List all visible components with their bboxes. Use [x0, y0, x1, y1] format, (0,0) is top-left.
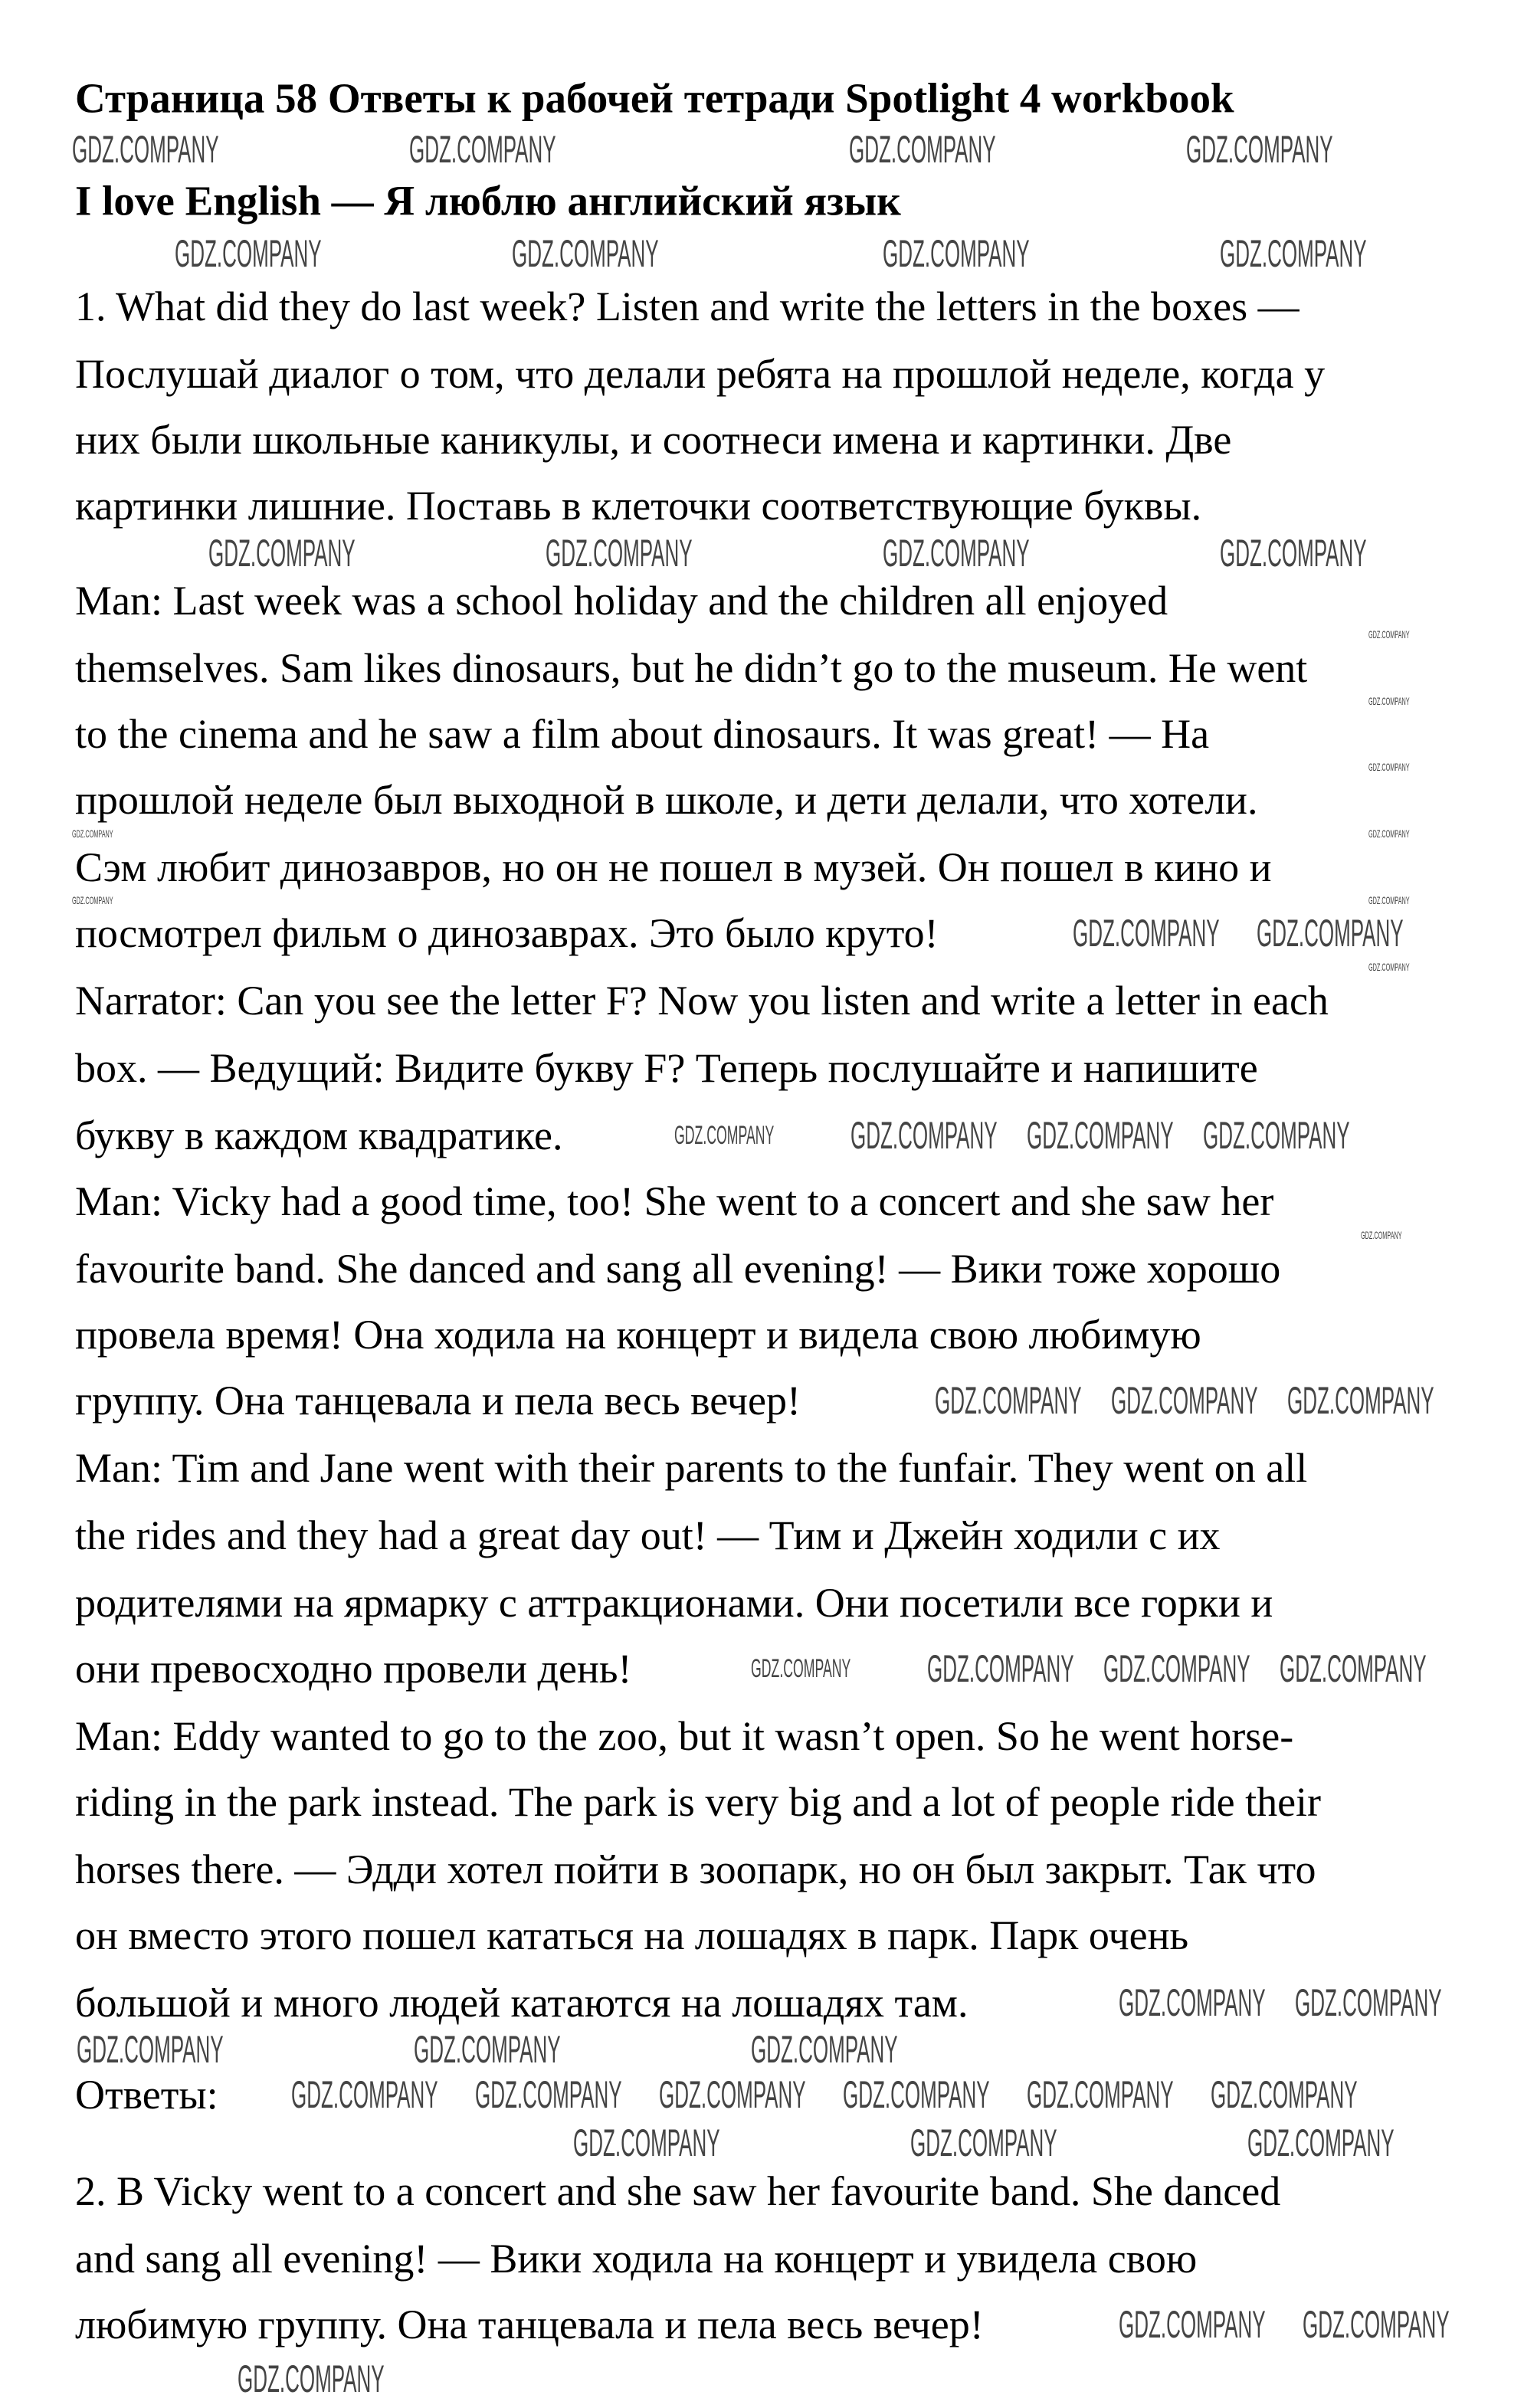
watermark: GDZ.COMPANY — [546, 532, 693, 575]
transcript-line: Man: Tim and Jane went with their parents to the funfair. They went on all — [75, 1445, 1308, 1491]
watermark: GDZ.COMPANY — [883, 532, 1030, 575]
watermark: GDZ.COMPANY — [927, 1647, 1074, 1690]
watermark: GDZ.COMPANY — [1220, 532, 1367, 575]
transcript-line: Man: Eddy wanted to go to the zoo, but it wasn’t open. So he went horse- — [75, 1713, 1294, 1759]
transcript-line: группу. Она танцевала и пела весь вечер! — [75, 1378, 801, 1424]
transcript-line: букву в каждом квадратике. — [75, 1112, 563, 1158]
watermark: GDZ.COMPANY — [1361, 1229, 1402, 1241]
watermark: GDZ.COMPANY — [1368, 628, 1410, 640]
watermark: GDZ.COMPANY — [935, 1379, 1082, 1422]
transcript-line: riding in the park instead. The park is very big and a lot of people ride their — [75, 1779, 1322, 1825]
answer-line: and sang all evening! — Вики ходила на концерт и увидела свою — [75, 2236, 1198, 2282]
transcript-line: провела время! Она ходила на концерт и видела свою любимую — [75, 1312, 1201, 1358]
transcript-line: horses there. — Эдди хотел пойти в зоопарк, но он был закрыт. Так что — [75, 1846, 1316, 1892]
watermark: GDZ.COMPANY — [77, 2028, 224, 2071]
watermark: GDZ.COMPANY — [208, 532, 356, 575]
watermark: GDZ.COMPANY — [1295, 1981, 1442, 2024]
transcript-line: favourite band. She danced and sang all evening! — Вики тоже хорошо — [75, 1246, 1281, 1292]
watermark: GDZ.COMPANY — [1211, 2073, 1358, 2116]
watermark: GDZ.COMPANY — [849, 128, 996, 171]
watermark: GDZ.COMPANY — [409, 128, 556, 171]
watermark: GDZ.COMPANY — [883, 232, 1030, 275]
watermark: GDZ.COMPANY — [1220, 232, 1367, 275]
watermark: GDZ.COMPANY — [659, 2073, 806, 2116]
watermark: GDZ.COMPANY — [238, 2357, 385, 2400]
transcript-line: Man: Last week was a school holiday and the children all enjoyed — [75, 578, 1168, 624]
watermark: GDZ.COMPANY — [1073, 912, 1220, 955]
watermark: GDZ.COMPANY — [512, 232, 659, 275]
watermark: GDZ.COMPANY — [1368, 894, 1410, 906]
watermark: GDZ.COMPANY — [1280, 1647, 1427, 1690]
answer-line: любимую группу. Она танцевала и пела весь вечер! — [75, 2302, 984, 2347]
transcript-line: the rides and they had a great day out! — Тим и Джейн ходили с их — [75, 1512, 1221, 1558]
transcript-line: Man: Vicky had a good time, too! She went to a concert and she saw her — [75, 1178, 1274, 1224]
transcript-line: Сэм любит динозавров, но он не пошел в музей. Он пошел в кино и — [75, 844, 1272, 890]
watermark: GDZ.COMPANY — [910, 2121, 1057, 2164]
watermark: GDZ.COMPANY — [1119, 1981, 1266, 2024]
transcript-line: большой и много людей катаются на лошадях там. — [75, 1980, 968, 2026]
task-text: них были школьные каникулы, и соотнеси имена и картинки. Две — [75, 417, 1232, 463]
watermark: GDZ.COMPANY — [1368, 827, 1410, 840]
watermark: GDZ.COMPANY — [1247, 2121, 1395, 2164]
watermark: GDZ.COMPANY — [1111, 1379, 1258, 1422]
watermark: GDZ.COMPANY — [291, 2073, 438, 2116]
watermark: GDZ.COMPANY — [1203, 1114, 1350, 1157]
watermark: GDZ.COMPANY — [175, 232, 322, 275]
watermark: GDZ.COMPANY — [1368, 961, 1410, 973]
transcript-line: box. — Ведущий: Видите букву F? Теперь послушайте и напишите — [75, 1045, 1258, 1091]
watermark: GDZ.COMPANY — [1257, 912, 1404, 955]
transcript-line: посмотрел фильм о динозаврах. Это было круто! — [75, 910, 939, 956]
watermark: GDZ.COMPANY — [573, 2121, 720, 2164]
watermark: GDZ.COMPANY — [674, 1121, 775, 1150]
transcript-line: родителями на ярмарку с аттракционами. Они посетили все горки и — [75, 1580, 1273, 1626]
transcript-line: to the cinema and he saw a film about dinosaurs. It was great! — На — [75, 711, 1210, 757]
task-text: картинки лишние. Поставь в клеточки соответствующие буквы. — [75, 483, 1202, 529]
watermark: GDZ.COMPANY — [751, 2028, 898, 2071]
watermark: GDZ.COMPANY — [1186, 128, 1333, 171]
transcript-line: они превосходно провели день! — [75, 1646, 632, 1692]
watermark: GDZ.COMPANY — [843, 2073, 990, 2116]
transcript-line: Narrator: Can you see the letter F? Now you listen and write a letter in each — [75, 978, 1329, 1024]
watermark: GDZ.COMPANY — [1027, 1114, 1174, 1157]
watermark: GDZ.COMPANY — [72, 827, 113, 840]
watermark: GDZ.COMPANY — [72, 894, 113, 906]
transcript-line: прошлой неделе был выходной в школе, и дети делали, что хотели. — [75, 777, 1258, 823]
transcript-line: он вместо этого пошел кататься на лошадях в парк. Парк очень — [75, 1912, 1189, 1958]
watermark: GDZ.COMPANY — [1119, 2303, 1266, 2346]
watermark: GDZ.COMPANY — [1287, 1379, 1434, 1422]
task-text: 1. What did they do last week? Listen and write the letters in the boxes — — [75, 283, 1299, 329]
watermark: GDZ.COMPANY — [850, 1114, 998, 1157]
watermark: GDZ.COMPANY — [1303, 2303, 1450, 2346]
answers-label: Ответы: — [75, 2072, 218, 2118]
section-heading: I love English — Я люблю английский язык — [75, 177, 901, 224]
watermark: GDZ.COMPANY — [1027, 2073, 1174, 2116]
watermark: GDZ.COMPANY — [1103, 1647, 1250, 1690]
watermark: GDZ.COMPANY — [751, 1654, 851, 1683]
watermark: GDZ.COMPANY — [475, 2073, 622, 2116]
answer-line: 2. B Vicky went to a concert and she saw her favourite band. She danced — [75, 2168, 1281, 2214]
watermark: GDZ.COMPANY — [1368, 695, 1410, 707]
watermark: GDZ.COMPANY — [1368, 761, 1410, 773]
task-text: Послушай диалог о том, что делали ребята на прошлой неделе, когда у — [75, 351, 1326, 397]
watermark: GDZ.COMPANY — [414, 2028, 561, 2071]
watermark: GDZ.COMPANY — [72, 128, 219, 171]
transcript-line: themselves. Sam likes dinosaurs, but he didn’t go to the museum. He went — [75, 645, 1308, 691]
page-title: Страница 58 Ответы к рабочей тетради Spotlight 4 workbook — [75, 74, 1234, 122]
